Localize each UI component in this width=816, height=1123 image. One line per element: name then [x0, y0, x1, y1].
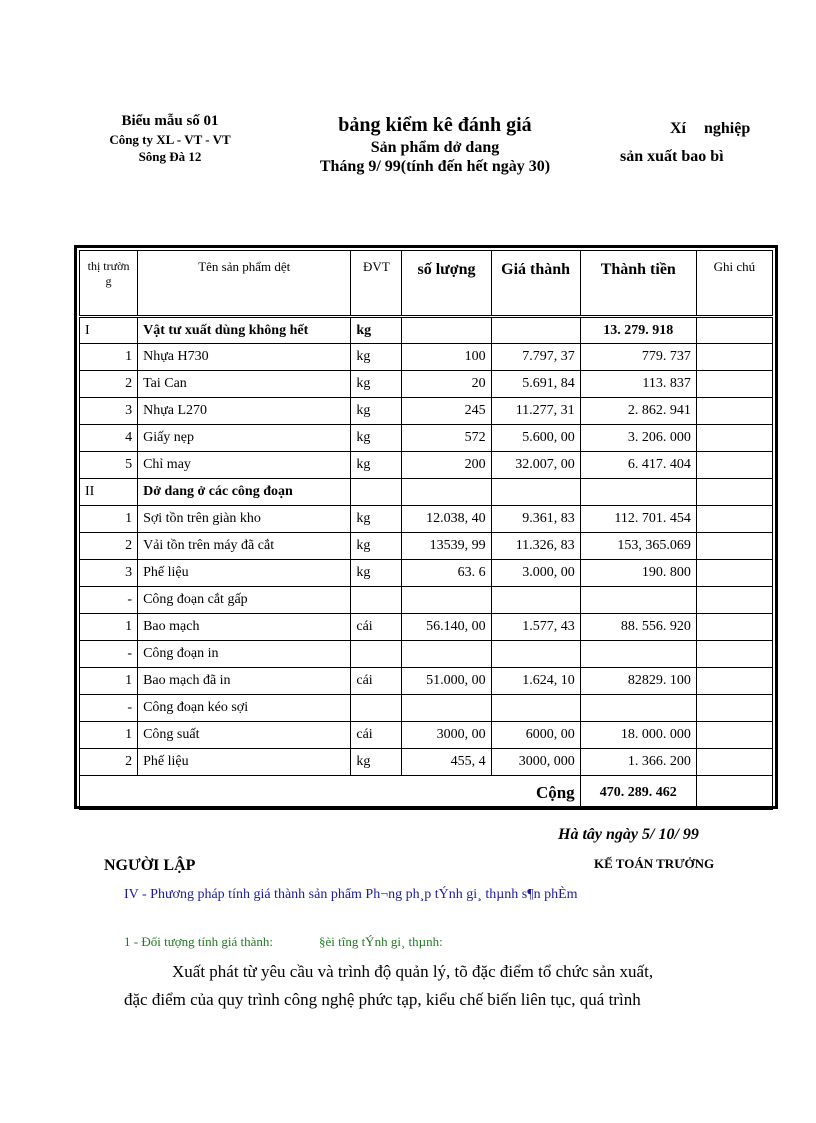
row-unit — [351, 695, 402, 722]
row-note — [696, 587, 772, 614]
row-quantity: 455, 4 — [402, 749, 491, 776]
document-title-block — [280, 114, 590, 176]
row-unit-price: 11.277, 31 — [491, 398, 580, 425]
row-stt: 3 — [80, 398, 138, 425]
col-header-unit-price: Giá thành — [491, 251, 580, 317]
row-amount — [580, 641, 696, 668]
item1-garbled: §èi tîng tÝnh gi¸ thµnh: — [318, 934, 443, 949]
row-unit-price — [491, 587, 580, 614]
preparer-label: NGƯỜI LẬP — [104, 857, 196, 874]
row-stt: 1 — [80, 506, 138, 533]
table-row — [80, 479, 773, 506]
row-stt: 2 — [80, 749, 138, 776]
row-unit: kg — [351, 398, 402, 425]
table-row — [80, 452, 773, 479]
row-unit: kg — [351, 344, 402, 371]
item1-label: 1 - Đối tượng tính giá thành: — [124, 934, 273, 949]
row-product-name: Phế liệu — [138, 749, 351, 776]
row-stt: - — [80, 587, 138, 614]
row-amount: 779. 737 — [580, 344, 696, 371]
table-body — [80, 317, 773, 776]
document-title: bảng kiểm kê đánh giá — [338, 114, 532, 136]
total-note-cell — [696, 776, 772, 810]
row-note — [696, 452, 772, 479]
col-header-product-name: Tên sản phẩm dệt — [138, 251, 351, 317]
row-unit-price — [491, 479, 580, 506]
row-quantity: 3000, 00 — [402, 722, 491, 749]
row-stt: 2 — [80, 371, 138, 398]
row-product-name: Bao mạch đã in — [138, 668, 351, 695]
document-subtitle: Sản phẩm dở dang — [370, 139, 500, 156]
row-unit: kg — [351, 560, 402, 587]
row-quantity: 20 — [402, 371, 491, 398]
row-product-name: Sợi tồn trên giàn kho — [138, 506, 351, 533]
total-label: Cộng — [80, 776, 581, 810]
row-unit: kg — [351, 749, 402, 776]
row-quantity: 56.140, 00 — [402, 614, 491, 641]
form-number: Biểu mẫu số 01 — [121, 113, 219, 129]
row-product-name: Tai Can — [138, 371, 351, 398]
row-amount — [580, 695, 696, 722]
row-product-name: Vật tư xuất dùng không hết — [138, 317, 351, 344]
enterprise-line1: Xí nghiệp — [670, 120, 751, 137]
table-row — [80, 614, 773, 641]
row-quantity: 13539, 99 — [402, 533, 491, 560]
row-product-name: Công đoạn cắt gấp — [138, 587, 351, 614]
col-header-note: Ghi chú — [696, 251, 772, 317]
row-note — [696, 722, 772, 749]
row-unit: kg — [351, 452, 402, 479]
row-unit-price: 32.007, 00 — [491, 452, 580, 479]
col-header-unit: ĐVT — [351, 251, 402, 317]
row-amount: 190. 800 — [580, 560, 696, 587]
document-period: Tháng 9/ 99(tính đến hết ngày 30) — [319, 158, 551, 175]
row-product-name: Bao mạch — [138, 614, 351, 641]
col-header-quantity: số lượng — [402, 251, 491, 317]
table-row — [80, 587, 773, 614]
total-amount: 470. 289. 462 — [580, 776, 696, 810]
row-quantity — [402, 317, 491, 344]
row-quantity — [402, 695, 491, 722]
table-row — [80, 371, 773, 398]
row-amount: 3. 206. 000 — [580, 425, 696, 452]
row-amount: 2. 862. 941 — [580, 398, 696, 425]
table-row — [80, 317, 773, 344]
row-unit-price: 9.361, 83 — [491, 506, 580, 533]
table-row — [80, 506, 773, 533]
table-row — [80, 533, 773, 560]
row-quantity: 51.000, 00 — [402, 668, 491, 695]
row-stt: I — [80, 317, 138, 344]
row-unit-price: 5.600, 00 — [491, 425, 580, 452]
inventory-table-frame — [74, 245, 778, 809]
row-amount: 82829. 100 — [580, 668, 696, 695]
row-quantity: 572 — [402, 425, 491, 452]
row-stt: 4 — [80, 425, 138, 452]
row-stt: 5 — [80, 452, 138, 479]
item1-heading — [124, 934, 443, 950]
row-amount: 6. 417. 404 — [580, 452, 696, 479]
row-note — [696, 533, 772, 560]
row-quantity — [402, 587, 491, 614]
row-product-name: Chỉ may — [138, 452, 351, 479]
row-unit — [351, 587, 402, 614]
table-row — [80, 344, 773, 371]
row-amount: 18. 000. 000 — [580, 722, 696, 749]
row-unit-price — [491, 317, 580, 344]
section-iv-heading: IV - Phương pháp tính giá thành sản phẩm Ph¬ng ph¸p tÝnh gi¸ thµnh s¶n phÈm — [124, 887, 578, 902]
row-unit: cái — [351, 722, 402, 749]
row-product-name: Nhựa L270 — [138, 398, 351, 425]
row-unit-price: 11.326, 83 — [491, 533, 580, 560]
row-quantity — [402, 641, 491, 668]
row-amount: 13. 279. 918 — [580, 317, 696, 344]
row-quantity: 245 — [402, 398, 491, 425]
row-product-name: Phế liệu — [138, 560, 351, 587]
row-unit-price: 5.691, 84 — [491, 371, 580, 398]
row-unit-price: 1.624, 10 — [491, 668, 580, 695]
row-product-name: Giấy nẹp — [138, 425, 351, 452]
row-unit: cái — [351, 668, 402, 695]
form-header-left — [70, 113, 270, 165]
row-product-name: Công đoạn in — [138, 641, 351, 668]
table-row — [80, 722, 773, 749]
signing-date: Hà tây ngày 5/ 10/ 99 — [558, 826, 699, 843]
row-note — [696, 560, 772, 587]
row-unit: kg — [351, 371, 402, 398]
row-stt: 1 — [80, 722, 138, 749]
row-note — [696, 371, 772, 398]
row-unit-price — [491, 695, 580, 722]
row-stt: 2 — [80, 533, 138, 560]
row-amount: 113. 837 — [580, 371, 696, 398]
row-unit: kg — [351, 506, 402, 533]
row-note — [696, 479, 772, 506]
row-stt: 1 — [80, 344, 138, 371]
row-unit-price: 7.797, 37 — [491, 344, 580, 371]
row-unit-price: 3.000, 00 — [491, 560, 580, 587]
col-header-amount: Thành tiền — [580, 251, 696, 317]
table-total-row — [80, 776, 773, 810]
row-unit-price — [491, 641, 580, 668]
row-unit-price: 1.577, 43 — [491, 614, 580, 641]
chief-accountant-label: KẾ TOÁN TRƯỞNG — [594, 856, 715, 871]
row-product-name: Công suất — [138, 722, 351, 749]
table-row — [80, 641, 773, 668]
row-unit: kg — [351, 425, 402, 452]
row-note — [696, 695, 772, 722]
row-stt: 1 — [80, 614, 138, 641]
row-quantity — [402, 479, 491, 506]
row-stt: 3 — [80, 560, 138, 587]
row-unit: kg — [351, 317, 402, 344]
col-header-market: thị trườn g — [80, 251, 138, 317]
company-name-line1: Công ty XL - VT - VT — [109, 132, 231, 147]
row-amount — [580, 479, 696, 506]
row-product-name: Vải tồn trên máy đã cắt — [138, 533, 351, 560]
row-amount: 153, 365.069 — [580, 533, 696, 560]
row-amount: 112. 701. 454 — [580, 506, 696, 533]
body-paragraph — [124, 958, 744, 1014]
row-unit — [351, 641, 402, 668]
row-unit — [351, 479, 402, 506]
row-stt: II — [80, 479, 138, 506]
inventory-table — [79, 250, 773, 810]
row-product-name: Dở dang ở các công đoạn — [138, 479, 351, 506]
row-quantity: 63. 6 — [402, 560, 491, 587]
paragraph-line-2: đặc điểm của quy trình công nghệ phức tạp, kiểu chế biến liên tục, quá trình — [124, 990, 641, 1009]
row-unit-price: 6000, 00 — [491, 722, 580, 749]
company-name-line2: Sông Đà 12 — [138, 149, 202, 164]
table-row — [80, 695, 773, 722]
enterprise-line2: sản xuất bao bì — [620, 148, 724, 165]
table-row — [80, 398, 773, 425]
table-row — [80, 560, 773, 587]
table-row — [80, 749, 773, 776]
row-note — [696, 425, 772, 452]
row-quantity: 100 — [402, 344, 491, 371]
row-quantity: 200 — [402, 452, 491, 479]
row-stt: - — [80, 695, 138, 722]
table-header-row — [80, 251, 773, 317]
table-row — [80, 668, 773, 695]
row-amount: 1. 366. 200 — [580, 749, 696, 776]
row-product-name: Nhựa H730 — [138, 344, 351, 371]
row-note — [696, 344, 772, 371]
row-note — [696, 614, 772, 641]
row-note — [696, 506, 772, 533]
row-unit: kg — [351, 533, 402, 560]
table-row — [80, 425, 773, 452]
row-unit-price: 3000, 000 — [491, 749, 580, 776]
row-stt: - — [80, 641, 138, 668]
paragraph-line-1: Xuất phát từ yêu cầu và trình độ quản lý, tõ đặc điểm tổ chức sản xuất, — [172, 962, 654, 981]
row-stt: 1 — [80, 668, 138, 695]
row-note — [696, 317, 772, 344]
row-note — [696, 641, 772, 668]
row-note — [696, 668, 772, 695]
row-amount: 88. 556. 920 — [580, 614, 696, 641]
row-unit: cái — [351, 614, 402, 641]
row-quantity: 12.038, 40 — [402, 506, 491, 533]
row-note — [696, 398, 772, 425]
row-amount — [580, 587, 696, 614]
row-product-name: Công đoạn kéo sợi — [138, 695, 351, 722]
row-note — [696, 749, 772, 776]
